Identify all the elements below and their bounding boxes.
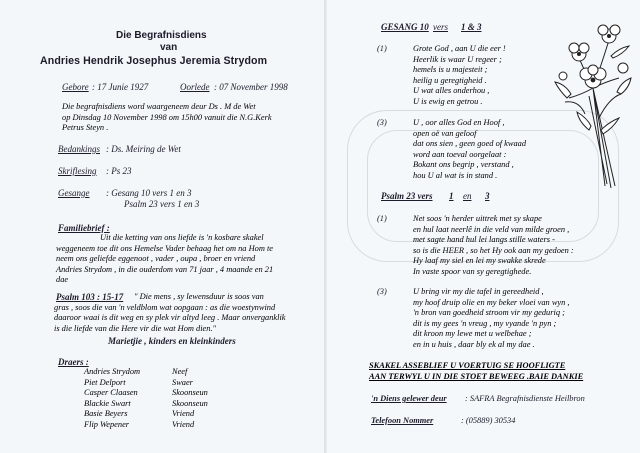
bearer-row: Basie Beyers Vriend (84, 409, 195, 419)
phone-label: Telefoon Nommer (371, 416, 434, 425)
psalm-23-verse-1: 1 (449, 191, 454, 201)
birth-date: : 17 Junie 1927 (92, 82, 149, 92)
songs-line1: : Gesang 10 vers 1 en 3 (106, 188, 192, 198)
psalm-23-en: en (463, 191, 472, 201)
deceased-name: Andries Hendrik Josephus Jeremia Strydom (40, 55, 268, 67)
death-date: : 07 November 1998 (214, 82, 288, 92)
prayer-label: Bedankings (58, 144, 100, 154)
headlights-notice: SKAKEL ASSEBLIEF U VOERTUIG SE HOOFLIGTE AAN TERWYL U IN DIE STOET BEWEEG .BAIE DANKIE (369, 361, 584, 381)
birth-label: Gebore (62, 82, 89, 92)
gesang-verse-numbers: 1 & 3 (461, 22, 482, 32)
family-letter-text: Uit die ketting van ons liefde is 'n kosbare skakel weggeneem toe dit ons Hemelse Vader behaag het om na Hom te neem ons geliefde eggenoot , vader , oupa , broer en vriend Andries Strydom , in die ouderdom van 71 jaar , 4 maande en 21 dae (56, 233, 274, 285)
service-title: Die Begrafnisdiens (116, 30, 207, 41)
service-van: van (160, 42, 178, 53)
gesang-verse-3-number: (3) (377, 118, 387, 127)
bearer-row: Piet Delport Swaer (84, 377, 193, 387)
psalm-verse-3: U bring vir my die tafel in gereedheid , my hoof druip olie en my beker vloei van wyn , 'n bron van goedheid stroom vir my geduriq ; dit is my gees 'n vreug , my vyande 'n pyn ; dit kroon my lewe met u welbehae ; en in u huis , daar bly ek al my dae . (413, 287, 570, 349)
letter-signature: Marietjie , kinders en kleinkinders (108, 336, 236, 346)
psalm-23-title: Psalm 23 vers (381, 191, 433, 201)
service-intro: Die begrafnisdiens word waargeneem deur Ds . M de Wet op Dinsdag 10 November 1998 om 15h00 vanuit die N.G.Kerk Petrus Steyn . (62, 102, 272, 133)
bearer-row: Blackie Swart Skoonseun (84, 398, 208, 408)
psalm-verse-1-number: (1) (377, 214, 387, 223)
songs-label: Gesange (58, 188, 90, 198)
bearers-label: Draers : (58, 357, 89, 367)
gesang-vers: vers (433, 22, 448, 32)
bearer-row: Casper Claasen Skoonseun (84, 388, 208, 398)
reading-label: Skriflesing (58, 166, 97, 176)
psalm-103-label: Psalm 103 : 15-17 (56, 292, 124, 302)
gesang-title: GESANG 10 (381, 22, 429, 32)
family-letter-label: Familiebrief : (58, 223, 110, 233)
phone-value: : (05889) 30534 (461, 416, 516, 425)
bearer-row: Andries Strydom Neef (84, 367, 188, 376)
flower-bouquet-icon (549, 18, 635, 190)
psalm-23-verse-3: 3 (485, 191, 490, 201)
bearers-list (84, 367, 208, 431)
psalm-verse-3-number: (3) (377, 287, 387, 296)
gesang-verse-1: Grote God , aan U die eer ! Heerlik is waar U regeer ; hemels is u majesteit ; heilig u geregtigheid . U wat alles onderhou , U is ewig en getrou . (413, 44, 506, 106)
gesang-verse-3: U , oor alles God en Hoof , open oë van geloof dat ons sien , geen goed of kwaad word aan toeval oorgelaat : Bokant ons begrip , verstand , hou U al wat is in stand . (413, 118, 527, 180)
psalm-verse-1: Net soos 'n herder uittrek met sy skape en hul laat neerlê in die veld van milde groen , met sagte hand hul lei langs stille waters - so is die HEER , so het Hy ook aan my gedoen : Hy laaf my siel en lei my swakke skrede In vaste spoor van sy geregtighede. (413, 214, 574, 276)
prayer-value: : Ds. Meiring de Wet (106, 144, 181, 154)
bearer-row: Flip Wepener Vriend (84, 419, 195, 429)
service-provider-value: : SAFRA Begrafnisdienste Heilbron (465, 394, 585, 403)
death-label: Oorlede (180, 82, 210, 92)
service-provider-label: 'n Diens gelewer deur (371, 394, 447, 403)
reading-value: : Ps 23 (106, 166, 132, 176)
songs-line2: Psalm 23 vers 1 en 3 (124, 199, 200, 209)
gesang-verse-1-number: (1) (377, 44, 387, 53)
psalm-103-text: " Die mens , sy lewensduur is soos van gras , soos die van 'n veldblom wat oopgaan : as die woestynwind daaroor waai is dit weg en sy plek vir altyd leeg . Maar onverganklik is die liefde van die Here vir die wat Hom dien." (54, 292, 286, 333)
right-page (327, 0, 640, 453)
